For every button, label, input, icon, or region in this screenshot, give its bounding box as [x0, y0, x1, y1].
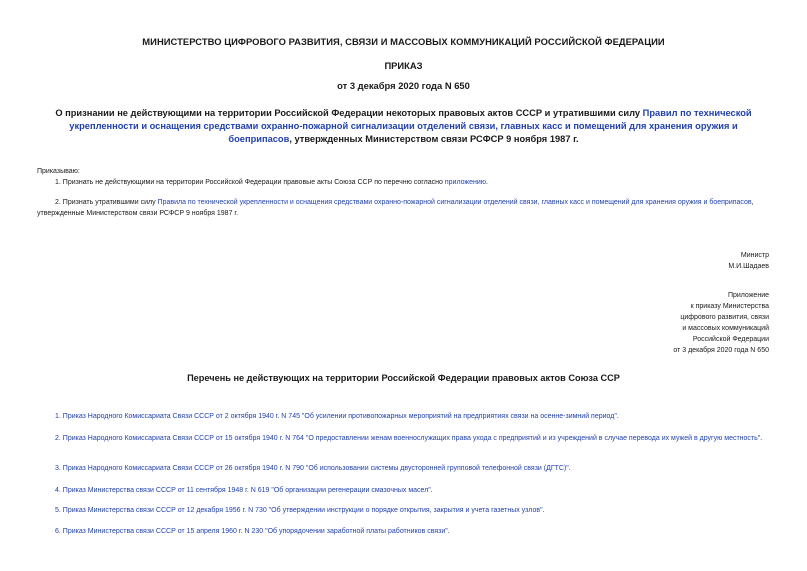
- list-item-1-link[interactable]: 1. Приказ Народного Комиссариата Связи СССР от 2 октября 1940 г. N 745 "Об усилении противопожарных мероприятий на предприятиях связи на осенне-зимний период": [55, 413, 617, 420]
- list-item[interactable]: [37, 412, 772, 423]
- list-item-6-end: .: [447, 528, 450, 535]
- title-part-2: , утвержденных Министерством связи РСФСР 9 ноября 1987 г.: [289, 134, 579, 144]
- list-item-4-link[interactable]: 4. Приказ Министерства связи СССР от 11 сентября 1948 г. N 619 "Об организации регенерации смазочных масел": [55, 487, 431, 494]
- document-title: [50, 107, 757, 146]
- list-item[interactable]: [37, 464, 772, 475]
- appendix-note-line-3: цифрового развития, связи: [680, 314, 769, 321]
- appendix-note-line-4: и массовых коммуникаций: [682, 325, 769, 332]
- appendix-note: [673, 290, 769, 356]
- appendix-note-line-5: Российской Федерации: [692, 336, 769, 343]
- order-item-1: [55, 178, 488, 188]
- list-item[interactable]: [37, 434, 772, 445]
- order-item-2: [37, 197, 772, 219]
- list-item-1-end: .: [616, 413, 619, 420]
- signature-name: М.И.Шадаев: [728, 263, 769, 270]
- list-item-4-end: .: [430, 487, 433, 494]
- order-item-2-end: , утвержденные Министерством связи РСФСР 9 ноября 1987 г.: [37, 199, 754, 217]
- order-date: от 3 декабря 2020 года N 650: [337, 80, 470, 91]
- list-item[interactable]: [37, 486, 772, 497]
- list-item-3-end: .: [568, 465, 571, 472]
- title-part-1: О признании не действующими на территории Российской Федерации некоторых правовых актов СССР и утратившими силу: [55, 108, 643, 118]
- ministry-name: МИНИСТЕРСТВО ЦИФРОВОГО РАЗВИТИЯ, СВЯЗИ И МАССОВЫХ КОММУНИКАЦИЙ РОССИЙСКОЙ ФЕДЕРАЦИИ: [142, 36, 665, 47]
- order-item-2-text: 2. Признать утратившими силу: [55, 199, 158, 206]
- list-item-2-end: .: [760, 435, 763, 442]
- signature-position: Министр: [740, 252, 769, 259]
- order-item-1-text: 1. Признать не действующими на территории Российской Федерации правовые акты Союза ССР по перечню согласно: [55, 179, 445, 186]
- signature-block: [728, 250, 769, 272]
- appendix-note-line-2: к приказу Министерства: [690, 303, 769, 310]
- list-item-2-link[interactable]: 2. Приказ Народного Комиссариата Связи СССР от 15 октября 1940 г. N 764 "О предоставлении женам военнослужащих права ухода с предприятий и из учреждений в случае перевода их мужей в другую местность": [55, 435, 761, 442]
- list-item[interactable]: [37, 527, 772, 538]
- appendix-note-line-1: Приложение: [727, 292, 769, 299]
- title-rules-link[interactable]: Правил по технической укрепленности и оснащения средствами охранно-пожарной сигнализации отделений связи, главных касс и помещений для хранения оружия и боеприпасов: [69, 108, 752, 144]
- appendix-note-line-6: от 3 декабря 2020 года N 650: [673, 347, 769, 354]
- order-label: ПРИКАЗ: [384, 60, 423, 71]
- list-heading: Перечень не действующих на территории Российской Федерации правовых актов Союза ССР: [187, 373, 620, 383]
- appendix-link[interactable]: приложению: [444, 179, 487, 186]
- order-item-1-end: .: [486, 179, 488, 186]
- order-intro: Приказываю:: [37, 168, 80, 175]
- list-item-3-link[interactable]: 3. Приказ Народного Комиссариата Связи СССР от 26 октября 1940 г. N 790 "Об использовании системы двусторонней групповой телефонной связи (ДГТС)": [55, 465, 569, 472]
- rules-link[interactable]: Правила по технической укрепленности и оснащения средствами охранно-пожарной сигнализации отделений связи, главных касс и помещений для хранения оружия и боеприпасов: [157, 199, 752, 206]
- list-item[interactable]: [37, 506, 772, 517]
- list-item-6-link[interactable]: 6. Приказ Министерства связи СССР от 15 апреля 1960 г. N 230 "Об упорядочении заработной платы работников связи": [55, 528, 448, 535]
- list-item-5-link[interactable]: 5. Приказ Министерства связи СССР от 12 декабря 1956 г. N 730 "Об утверждении инструкции о порядке открытия, закрытия и учета газетных узлов": [55, 507, 543, 514]
- list-item-5-end: .: [542, 507, 545, 514]
